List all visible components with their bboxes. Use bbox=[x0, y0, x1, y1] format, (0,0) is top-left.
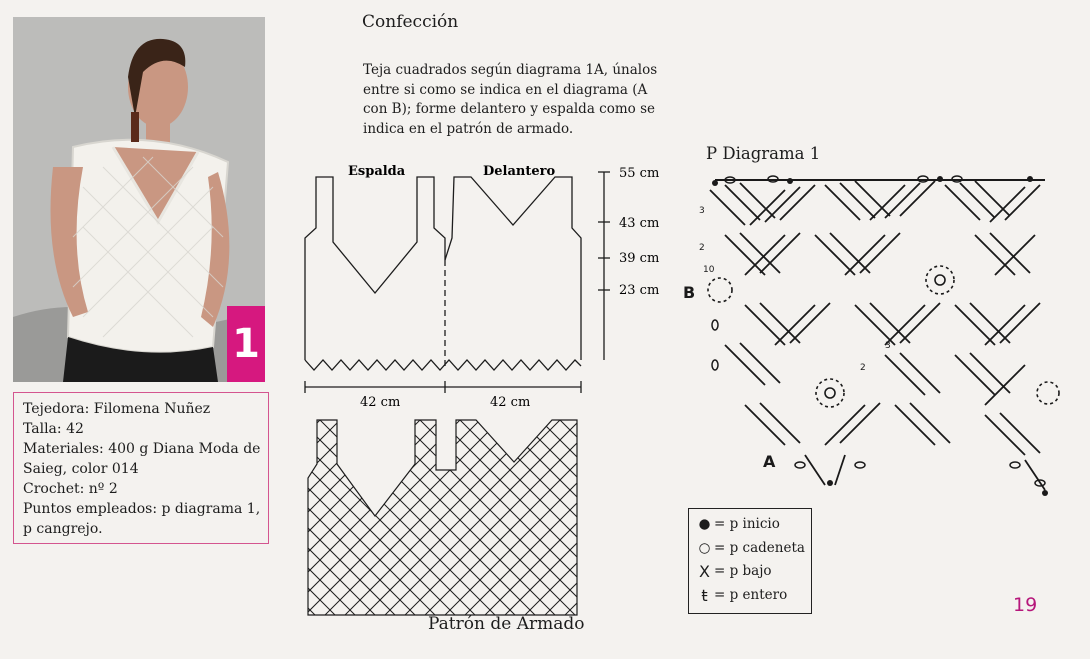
hook-line: Crochet: nº 2 bbox=[23, 481, 118, 497]
diagram-title: P Diagrama 1 bbox=[706, 144, 821, 163]
pattern-details-box bbox=[13, 392, 269, 544]
legend-row bbox=[697, 537, 811, 561]
legend-label: = p inicio bbox=[714, 516, 780, 532]
front-outline bbox=[445, 177, 581, 360]
materials-line-2: Saieg, color 014 bbox=[23, 461, 139, 477]
stitches-line-2: p cangrejo. bbox=[23, 521, 103, 537]
instruction-line: entre si como se indica en el diagrama (A bbox=[363, 81, 648, 98]
page-number: 19 bbox=[1013, 594, 1038, 616]
legend-label: = p bajo bbox=[714, 563, 772, 579]
model-photo bbox=[13, 17, 265, 382]
join-label-b: B bbox=[683, 283, 696, 302]
round-number: 2 bbox=[699, 243, 705, 253]
stitch-legend bbox=[688, 508, 812, 614]
back-label: Espalda bbox=[348, 164, 406, 179]
section-title: Confección bbox=[362, 12, 459, 32]
open-circle-icon: ○ bbox=[698, 539, 711, 556]
instruction-line: indica en el patrón de armado. bbox=[363, 120, 574, 137]
instruction-line: con B); forme delantero y espalda como se bbox=[363, 101, 655, 117]
pattern-number-badge: 1 bbox=[227, 306, 265, 382]
x-stitch-icon: X bbox=[699, 562, 710, 581]
round-number: 2 bbox=[860, 363, 866, 373]
legend-row bbox=[697, 513, 811, 537]
legend-label: = p cadeneta bbox=[714, 539, 805, 556]
instruction-line: Teja cuadrados según diagrama 1A, únalos bbox=[363, 62, 658, 78]
motif-center bbox=[816, 379, 844, 407]
instructions-text bbox=[363, 61, 693, 139]
back-outline bbox=[305, 177, 445, 360]
height-label-55: 55 cm bbox=[619, 166, 660, 181]
front-label: Delantero bbox=[483, 164, 556, 179]
round-number: 3 bbox=[699, 206, 705, 216]
height-label-43: 43 cm bbox=[619, 216, 660, 231]
motif-center bbox=[1037, 382, 1059, 404]
crochet-diagram bbox=[685, 165, 1065, 505]
height-label-39: 39 cm bbox=[619, 251, 660, 266]
knitter-line: Tejedora: Filomena Nuñez bbox=[23, 401, 211, 417]
legend-label: = p entero bbox=[714, 586, 788, 603]
materials-line-1: Materiales: 400 g Diana Moda de bbox=[23, 441, 261, 457]
filled-circle-icon: ● bbox=[698, 516, 711, 532]
garment-schematic bbox=[300, 160, 690, 659]
t-stitch-icon: ŧ bbox=[701, 585, 708, 605]
stitches-line-1: Puntos empleados: p diagrama 1, bbox=[23, 501, 261, 517]
width-label-back: 42 cm bbox=[360, 395, 401, 410]
join-label-a: A bbox=[763, 452, 776, 471]
assembly-label: Patrón de Armado bbox=[428, 614, 585, 634]
size-line: Talla: 42 bbox=[23, 421, 84, 437]
width-label-front: 42 cm bbox=[490, 395, 531, 410]
round-number: 3 bbox=[885, 341, 891, 351]
motif-center bbox=[926, 266, 954, 294]
legend-row bbox=[697, 560, 811, 584]
legend-row bbox=[697, 584, 811, 608]
height-label-23: 23 cm bbox=[619, 283, 660, 298]
motif-center bbox=[708, 278, 732, 302]
round-number: 10 bbox=[703, 265, 715, 275]
